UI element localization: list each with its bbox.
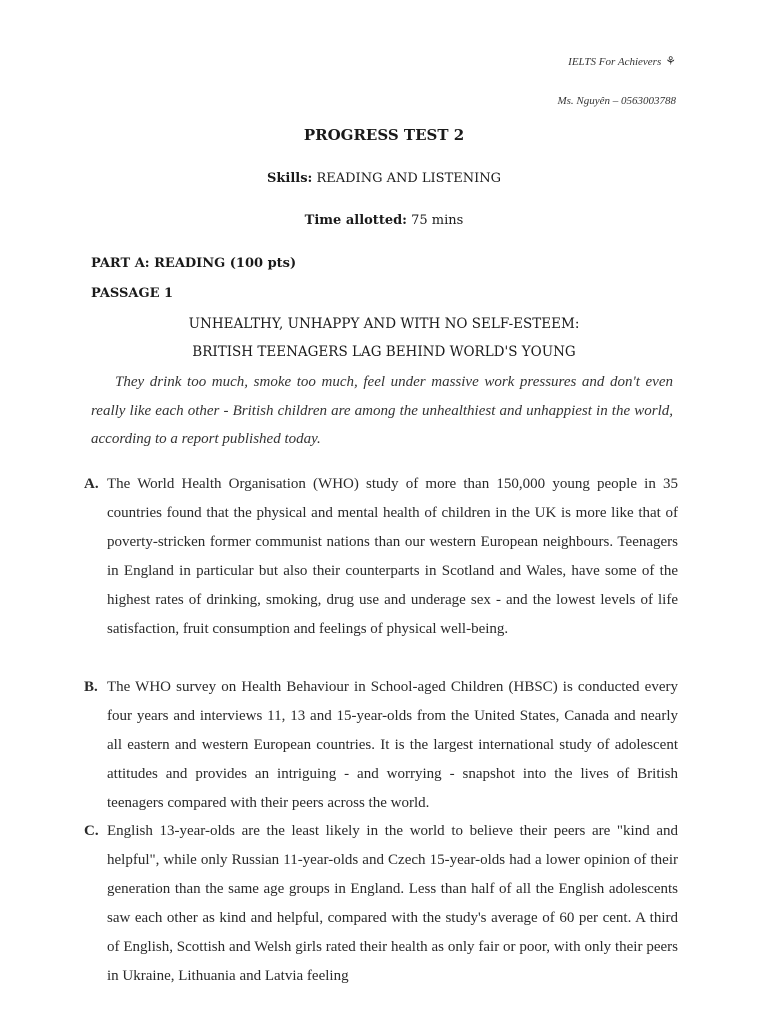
part-a-heading: PART A: READING (100 pts) — [91, 256, 297, 271]
paragraph-a — [84, 470, 678, 643]
course-name: IELTS For Achievers — [568, 56, 662, 68]
paragraph-c — [84, 817, 678, 990]
paragraph-letter: C. — [84, 823, 99, 839]
skills-line — [0, 171, 768, 186]
test-title: PROGRESS TEST 2 — [303, 126, 465, 144]
flower-icon: ⚘ — [665, 54, 676, 68]
paragraph-letter: B. — [84, 679, 98, 695]
paragraph-text: The WHO survey on Health Behaviour in School-aged Children (HBSC) is conducted every four years and interviews 11, 13 and 15-year-olds from the United States, Canada and nearly all eastern and western European countries. It is the largest international study of adolescent attitudes and provides an intriguing - and worrying - snapshot into the lives of British teenagers compared with their peers across the world. — [107, 679, 678, 811]
header-course — [568, 54, 676, 69]
passage-title-line-1: UNHEALTHY, UNHAPPY AND WITH NO SELF-ESTEEM: — [188, 316, 580, 332]
time-line — [0, 213, 768, 228]
paragraph-letter: A. — [84, 476, 99, 492]
time-value: 75 mins — [411, 213, 464, 228]
passage-label: PASSAGE 1 — [91, 286, 174, 301]
paragraph-text: The World Health Organisation (WHO) study of more than 150,000 young people in 35 countries found that the physical and mental health of children in the UK is more like that of poverty-stricken former communist nations than our western European neighbours. Teenagers in England in particular but also their counterparts in Scotland and Wales, have some of the highest rates of drinking, smoking, drug use and underage sex - and the lowest levels of life satisfaction, fruit consumption and feelings of physical well-being. — [107, 476, 678, 637]
time-label: Time allotted: — [304, 213, 407, 228]
paragraph-b — [84, 673, 678, 818]
skills-label: Skills: — [266, 171, 313, 186]
header-contact: Ms. Nguyên – 0563003788 — [557, 95, 676, 107]
passage-lead: They drink too much, smoke too much, feel under massive work pressures and don't even really like each other - British children are among the unhealthiest and unhappiest in the world, according to a report published today. — [91, 374, 673, 448]
passage-title-line-2: BRITISH TEENAGERS LAG BEHIND WORLD'S YOUNG — [192, 344, 576, 360]
skills-value: READING AND LISTENING — [316, 171, 502, 186]
paragraph-text: English 13-year-olds are the least likely in the world to believe their peers are "kind and helpful", while only Russian 11-year-olds and Czech 15-year-olds had a lower opinion of their generation than the same age groups in England. Less than half of all the English adolescents saw each other as kind and helpful, compared with the study's average of 60 per cent. A third of English, Scottish and Welsh girls rated their health as only fair or poor, with only their peers in Ukraine, Lithuania and Latvia feeling — [107, 823, 678, 984]
